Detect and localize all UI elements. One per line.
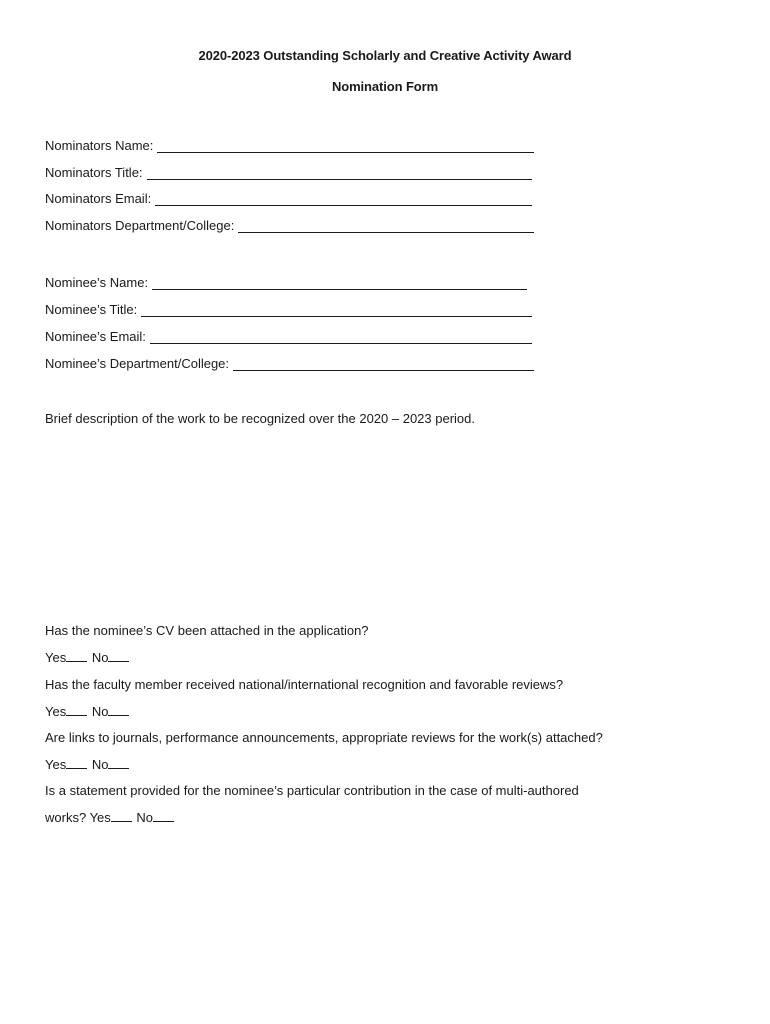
nominee-dept-blank[interactable]: [233, 357, 534, 371]
question-cv-attached: Has the nominee’s CV been attached in the application?: [45, 623, 369, 638]
question-recognition: Has the faculty member received national/international recognition and favorable reviews?: [45, 677, 564, 692]
form-title: 2020-2023 Outstanding Scholarly and Creative Activity Award: [198, 48, 572, 63]
nominee-dept-field[interactable]: [45, 355, 534, 371]
nominator-name-label: Nominators Name:: [45, 138, 154, 153]
nominee-title-label: Nominee’s Title:: [45, 302, 138, 317]
question-statement-line2: works?: [45, 810, 87, 825]
no-label: No: [91, 757, 109, 772]
nominee-name-label: Nominee’s Name:: [45, 275, 149, 290]
form-subtitle: Nomination Form: [331, 79, 439, 94]
nominator-email-field[interactable]: [45, 190, 532, 206]
yes-blank[interactable]: [66, 757, 87, 769]
nominee-email-field[interactable]: [45, 328, 532, 344]
answer-row-statement: [45, 810, 175, 825]
nominator-email-blank[interactable]: [155, 192, 532, 206]
description-prompt: Brief description of the work to be recognized over the 2020 – 2023 period.: [45, 411, 475, 426]
yes-blank[interactable]: [111, 810, 132, 822]
nominator-name-field[interactable]: [45, 137, 534, 153]
no-blank[interactable]: [108, 650, 129, 662]
yes-blank[interactable]: [66, 650, 87, 662]
nominee-title-blank[interactable]: [141, 303, 532, 317]
no-label: No: [91, 650, 109, 665]
no-blank[interactable]: [108, 704, 129, 716]
no-label: No: [91, 704, 109, 719]
answer-row-recognition: [45, 704, 130, 719]
nominee-email-label: Nominee’s Email:: [45, 329, 146, 344]
no-label: No: [136, 810, 154, 825]
nominator-name-blank[interactable]: [157, 139, 534, 153]
yes-label: Yes: [45, 650, 67, 665]
nominator-dept-field[interactable]: [45, 217, 534, 233]
nominator-email-label: Nominators Email:: [45, 191, 152, 206]
nominator-title-label: Nominators Title:: [45, 165, 143, 180]
nominee-title-field[interactable]: [45, 301, 532, 317]
nominee-email-blank[interactable]: [150, 330, 532, 344]
nominator-title-field[interactable]: [45, 164, 532, 180]
question-statement-line1: Is a statement provided for the nominee’s particular contribution in the case of multi-authored: [45, 783, 579, 798]
description-area[interactable]: [45, 440, 535, 610]
yes-label: Yes: [89, 810, 111, 825]
question-links-attached: Are links to journals, performance announcements, appropriate reviews for the work(s) attached?: [45, 730, 603, 745]
nominee-name-field[interactable]: [45, 274, 527, 290]
nominator-dept-blank[interactable]: [238, 219, 534, 233]
answer-row-cv: [45, 650, 130, 665]
nominator-dept-label: Nominators Department/College:: [45, 218, 235, 233]
yes-blank[interactable]: [66, 704, 87, 716]
answer-row-links: [45, 757, 130, 772]
nominee-name-blank[interactable]: [152, 276, 527, 290]
nominee-dept-label: Nominee’s Department/College:: [45, 356, 230, 371]
yes-label: Yes: [45, 704, 67, 719]
no-blank[interactable]: [153, 810, 174, 822]
no-blank[interactable]: [108, 757, 129, 769]
yes-label: Yes: [45, 757, 67, 772]
nominator-title-blank[interactable]: [147, 166, 532, 180]
